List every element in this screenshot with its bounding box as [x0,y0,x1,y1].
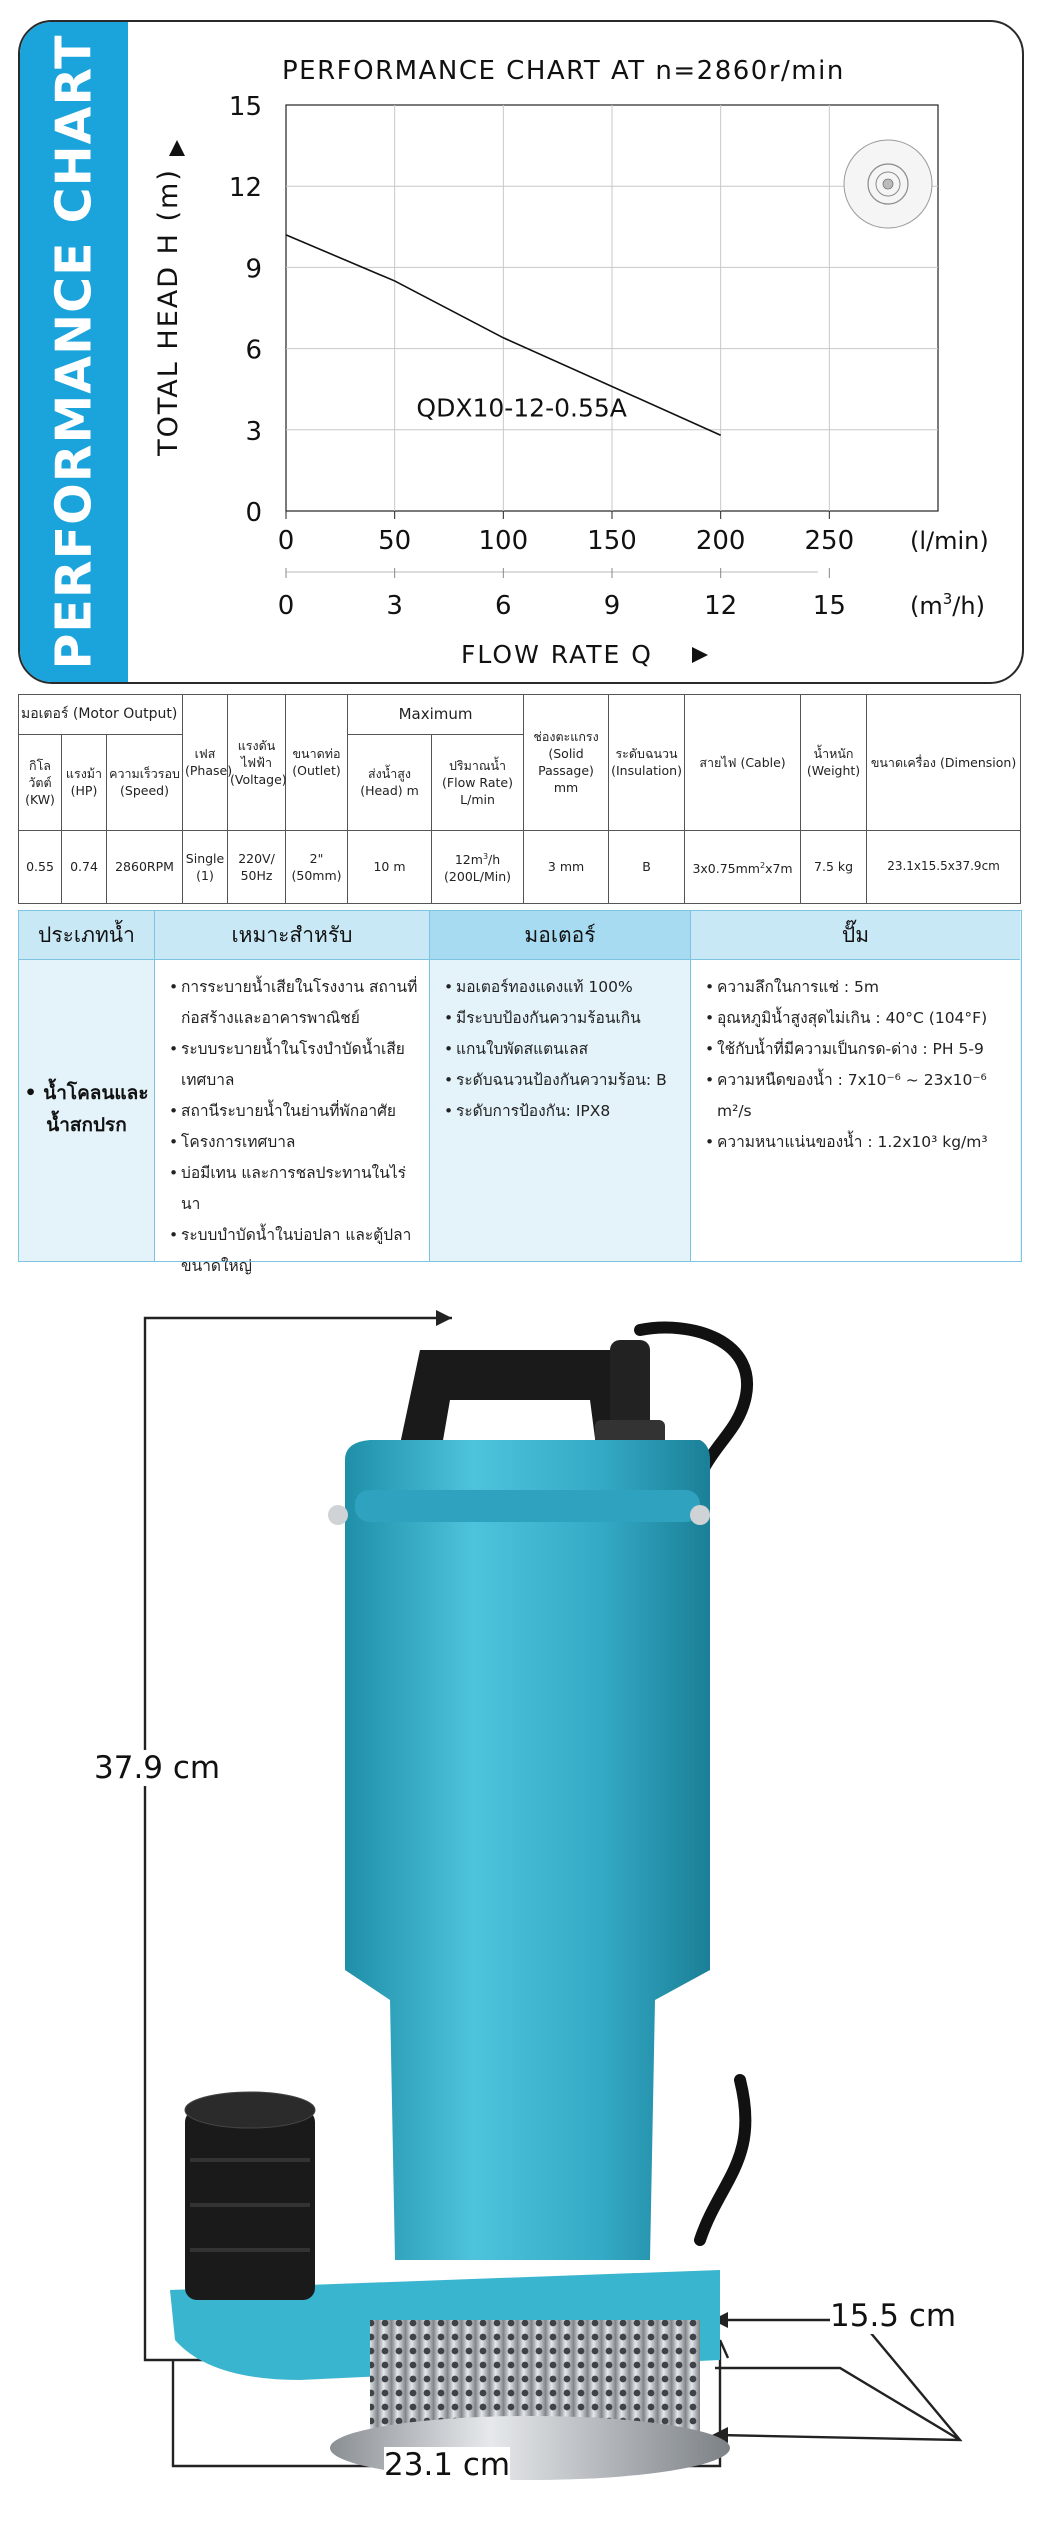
hp-value: 0.74 [62,830,107,903]
x-axis-label: FLOW RATE Q [461,640,653,669]
weight-value: 7.5 kg [801,830,867,903]
motor-item: • มีระบบป้องกันความร้อนเกิน [456,1003,680,1034]
solid-passage-value: 3 mm [524,830,609,903]
water-type-value: • น้ำโคลนและน้ำสกปรก [24,1082,149,1136]
outlet-header: ขนาดท่อ (Outlet) [286,695,348,831]
kw-value: 0.55 [19,830,62,903]
motor-header: มอเตอร์ [430,911,690,960]
outlet-value: 2" (50mm) [286,830,348,903]
cable-header: สายไฟ (Cable) [685,695,801,831]
dimension-value: 23.1x15.5x37.9cm [867,830,1021,903]
suitable-item: • ระบบระบายน้ำในโรงบำบัดน้ำเสียเทศบาล [181,1034,419,1096]
x-tick-label-lmin: 0 [277,526,295,556]
x-tick-label-lmin: 50 [378,526,412,556]
phase-header: เฟส (Phase) [183,695,228,831]
voltage-value: 220V/ 50Hz [228,830,286,903]
y-axis-label: TOTAL HEAD H (m) [153,168,184,456]
performance-chart [20,22,1022,682]
hp-header: แรงม้า (HP) [62,734,107,830]
head-header: ส่งน้ำสูง (Head) m [348,734,432,830]
pump-item: • ใช้กับน้ำที่มีความเป็นกรด-ด่าง : PH 5-9 [717,1034,1010,1065]
info-panel [18,910,1022,1275]
motor-item: • มอเตอร์ทองแดงแท้ 100% [456,972,680,1003]
x-tick-label-m3h: 6 [495,591,512,621]
product-section [0,1280,1040,2528]
x-unit-lmin: (l/min) [910,527,989,555]
y-axis-arrow-icon [169,140,185,156]
water-type-header: ประเภทน้ำ [19,911,154,960]
chart-title: PERFORMANCE CHART AT n=2860r/min [282,56,845,86]
product-illustration [0,1280,1040,2528]
x-tick-label-m3h: 12 [704,591,738,621]
suitable-item: • การระบายน้ำเสียในโรงงาน สถานที่ก่อสร้างและอาคารพาณิชย์ [181,972,419,1034]
x-axis-arrow-icon [692,647,708,663]
cable-value: $3x0.75mm^2x7m$ [685,830,801,903]
motor-output-header: มอเตอร์ (Motor Output) [19,695,183,735]
x-tick-label-m3h: 9 [603,591,621,621]
motor-item: • ระดับฉนวนป้องกันความร้อน: B [456,1065,680,1096]
y-tick-label: 6 [245,335,262,366]
height-dimension-label: 37.9 cm [94,1750,221,1786]
head-value: 10 m [348,830,432,903]
speed-header: ความเร็วรอบ (Speed) [107,734,183,830]
y-tick-label: 15 [228,92,262,122]
x-tick-label-m3h: 15 [812,591,846,621]
speed-value: 2860RPM [107,830,183,903]
y-tick-label: 3 [245,416,262,447]
x-tick-label-lmin: 150 [587,526,637,556]
dimension-header: ขนาดเครื่อง (Dimension) [867,695,1021,831]
spec-table [18,694,1021,904]
y-tick-label: 9 [245,254,262,285]
insulation-value: B [609,830,685,903]
suitable-item: • บ่อมีเทน และการชลประทานในไร่นา [181,1158,419,1220]
x-tick-label-m3h: 3 [386,591,403,621]
performance-chart-card [18,20,1024,684]
water-type-column [19,911,155,1261]
phase-value: Single (1) [183,830,228,903]
motor-list [430,960,690,1127]
motor-item: • ระดับการป้องกัน: IPX8 [456,1096,680,1127]
depth-dimension-label: 15.5 cm [830,2298,957,2334]
top-arrow-icon [436,1310,452,1326]
x-tick-label-m3h: 0 [277,591,295,621]
width-dimension-label: 23.1 cm [384,2447,511,2483]
suitable-item: • โครงการเทศบาล [181,1127,419,1158]
suitable-list [155,960,429,1282]
weight-header: น้ำหนัก (Weight) [801,695,867,831]
pump-item: • ความลึกในการแช่ : 5m [717,972,1010,1003]
x-tick-label-lmin: 200 [695,526,746,556]
pump-header: ปั๊ม [691,911,1020,960]
pump-column [691,911,1020,1261]
suitable-column [155,911,430,1275]
pump-item: • อุณหภูมิน้ำสูงสุดไม่เกิน : 40°C (104°F) [717,1003,1010,1034]
pump-item: • ความหนาแน่นของน้ำ : 1.2x10³ kg/m³ [717,1127,1010,1158]
impeller-image [844,140,932,228]
suitable-item: • สถานีระบายน้ำในย่านที่พักอาศัย [181,1096,419,1127]
motor-item: • แกนใบพัดสแตนเลส [456,1034,680,1065]
pump-list [691,960,1020,1158]
suitable-item: • ระบบบำบัดน้ำในบ่อปลา และตู้ปลาขนาดใหญ่ [181,1220,419,1282]
side-band-title: PERFORMANCE CHART [45,34,103,670]
x-tick-label-lmin: 100 [478,526,529,556]
motor-column [430,911,691,1261]
series-label: QDX10-12-0.55A [416,393,627,423]
insulation-header: ระดับฉนวน (Insulation) [609,695,685,831]
flow-header: ปริมาณน้ำ (Flow Rate) L/min [432,734,524,830]
solid-passage-header: ช่องตะแกรง (Solid Passage) mm [524,695,609,831]
x-unit-m3h: $(m^3/h)$ [910,590,985,620]
maximum-header: Maximum [348,695,524,735]
y-tick-label: 0 [245,498,262,528]
suitable-header: เหมาะสำหรับ [155,911,429,960]
x-tick-label-lmin: 250 [804,526,855,556]
y-tick-label: 12 [228,173,262,204]
voltage-header: แรงดันไฟฟ้า (Voltage) [228,695,286,831]
pump-body [345,1440,710,2260]
kw-header: กิโลวัตต์ (KW) [19,734,62,830]
flow-value: $12m^3/h$ (200L/Min) [432,830,524,903]
pump-item: • ความหนืดของน้ำ : 7x10⁻⁶ ~ 23x10⁻⁶ m²/s [717,1065,1010,1127]
